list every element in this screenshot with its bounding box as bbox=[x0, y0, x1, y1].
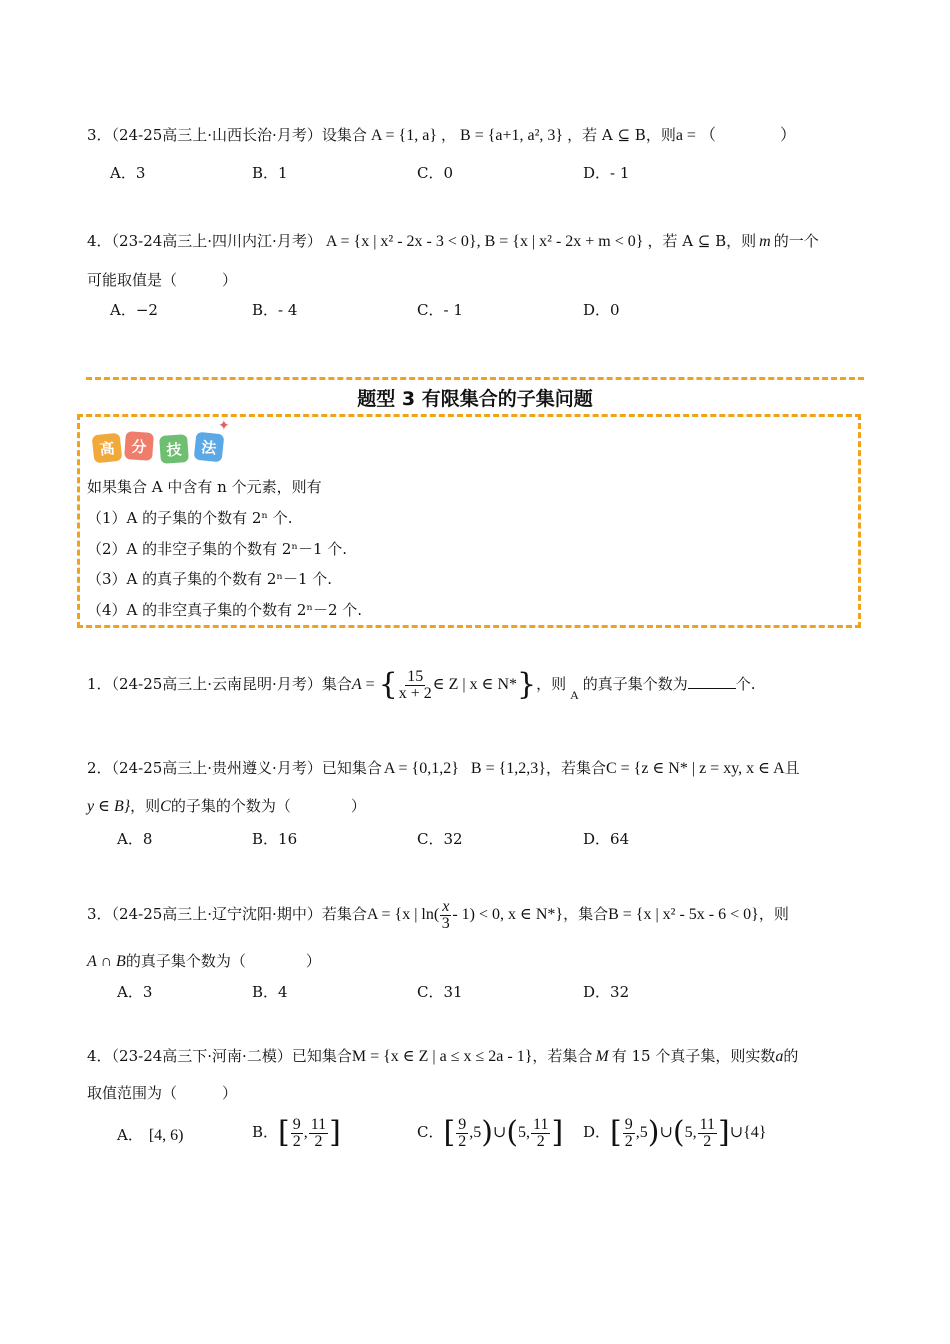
question-4: 4．（23-24高三下·河南·二模）已知集合M = {x ∈ Z | a ≤ x ≤ 2a - 1}，若集合 M 有 15 个真子集，则实数a的 bbox=[87, 1047, 799, 1065]
set-b-expr: B = {x | x² - 5x - 6 < 0} bbox=[608, 906, 759, 923]
option-d[interactable]: D．32 bbox=[583, 983, 630, 1001]
option-d[interactable]: D．0 bbox=[583, 301, 620, 319]
fraction: $\frac{15}{x + 2}$ bbox=[398, 667, 432, 702]
question-number: 2． bbox=[87, 759, 112, 777]
tip-line: 如果集合 A 中含有 n 个元素，则有 bbox=[87, 478, 322, 496]
option-c[interactable]: C．32 bbox=[417, 830, 463, 848]
question-4-line2: 可能取值是（ ） bbox=[87, 271, 238, 289]
option-b[interactable]: B．- 4 bbox=[252, 301, 298, 319]
set-a-expr: A = {0,1,2} bbox=[383, 760, 459, 777]
option-b[interactable]: B．16 bbox=[252, 830, 298, 848]
question-3-line2: A ∩ B的真子集个数为（ ） bbox=[87, 952, 321, 970]
option-a[interactable]: A．3 bbox=[117, 983, 153, 1001]
question-1: 1．（24-25高三上·云南昆明·月考）集合A = { $\frac{15}{x + 2}$ ∈ Z | x ∈ N*}，则$_A$的真子集个数为 个. bbox=[87, 667, 756, 702]
question-3: 3．（24-25高三上·辽宁沈阳·期中）若集合A = {x | ln( $\frac{x}{3}$ - 1) < 0, x ∈ N*}，集合B = {x | x² - 5x - 6 < 0}，则 bbox=[87, 897, 789, 932]
option-c[interactable]: C．0 bbox=[417, 164, 454, 182]
option-a[interactable]: A．−2 bbox=[110, 301, 158, 319]
question-4-top: 4．（23-24高三上·四川内江·月考） A = {x | x² - 2x - 3 < 0}, B = {x | x² - 2x + m < 0} ，若 A ⊆ B，则 m 的一个 bbox=[87, 232, 819, 250]
option-a[interactable]: A． [4, 6) bbox=[117, 1126, 184, 1144]
question-source: （24-25高三上·云南昆明·月考） bbox=[111, 675, 322, 693]
set-a-expr-part2: - 1) < 0, x ∈ N*} bbox=[452, 906, 564, 923]
set-a-expr: A = {1, a} bbox=[370, 127, 437, 144]
question-source: （24-25高三上·辽宁沈阳·期中） bbox=[111, 905, 322, 923]
tip-line: （3）A 的真子集的个数有 2ⁿ－1 个. bbox=[87, 570, 333, 588]
option-b[interactable]: B．1 bbox=[252, 164, 288, 182]
option-d[interactable]: D．[ $\frac{9}{2}$ ,5)∪(5, $\frac{11}{2}$ ]∪{4} bbox=[583, 1115, 767, 1150]
question-3-top: 3．（24-25高三上·山西长治·月考）设集合 A = {1, a} ， B = {a+1, a², 3} ，若 A ⊆ B，则a = （ ） bbox=[87, 126, 796, 144]
set-b-expr: B = {1,2,3} bbox=[470, 760, 546, 777]
option-c[interactable]: C．[ $\frac{9}{2}$ ,5)∪(5, $\frac{11}{2}$ ] bbox=[417, 1115, 564, 1150]
sparkle-icon: ✦ bbox=[218, 418, 230, 434]
question-source: （24-25高三上·贵州遵义·月考） bbox=[111, 759, 322, 777]
option-b[interactable]: B．[ $\frac{9}{2}$ , $\frac{11}{2}$ ] bbox=[252, 1115, 341, 1150]
set-expr: A = {x | x² - 2x - 3 < 0}, B = {x | x² - 2x + m < 0} bbox=[325, 233, 644, 250]
set-b-expr: B = {a+1, a², 3} bbox=[460, 127, 564, 144]
question-ask: a = （ ） bbox=[675, 127, 796, 144]
set-a-expr-part1: A = {x | ln( bbox=[366, 906, 440, 923]
tip-badge: 分 bbox=[124, 431, 154, 461]
question-number: 3． bbox=[87, 126, 112, 144]
question-number: 3． bbox=[87, 905, 112, 923]
tip-line: （2）A 的非空子集的个数有 2ⁿ－1 个. bbox=[87, 540, 348, 558]
option-c[interactable]: C．- 1 bbox=[417, 301, 463, 319]
set-c-expr: C = {z ∈ N* | z = xy, x ∈ A bbox=[605, 760, 785, 777]
question-number: 1． bbox=[87, 675, 112, 693]
section-title: 题型 3 有限集合的子集问题 bbox=[0, 384, 950, 411]
question-2-line2: y ∈ B}，则C的子集的个数为（ ） bbox=[87, 797, 366, 815]
tip-line: （4）A 的非空真子集的个数有 2ⁿ－2 个. bbox=[87, 601, 363, 619]
question-number: 4． bbox=[87, 232, 112, 250]
option-d[interactable]: D．- 1 bbox=[583, 164, 630, 182]
question-4-line2: 取值范围为（ ） bbox=[87, 1084, 238, 1102]
question-number: 4． bbox=[87, 1047, 112, 1065]
section-divider bbox=[86, 377, 864, 380]
question-source: （23-24高三下·河南·二模） bbox=[111, 1047, 292, 1065]
option-a[interactable]: A．8 bbox=[117, 830, 153, 848]
tip-badge: 法 bbox=[194, 432, 225, 463]
option-a[interactable]: A．3 bbox=[110, 164, 146, 182]
question-2: 2．（24-25高三上·贵州遵义·月考）已知集合 A = {0,1,2} B = {1,2,3}，若集合C = {z ∈ N* | z = xy, x ∈ A且 bbox=[87, 759, 800, 777]
tip-badge: 技 bbox=[159, 434, 189, 464]
tip-badge: 高 bbox=[92, 433, 123, 464]
tip-line: （1）A 的子集的个数有 2ⁿ 个. bbox=[87, 509, 293, 527]
option-c[interactable]: C．31 bbox=[417, 983, 463, 1001]
option-b[interactable]: B．4 bbox=[252, 983, 288, 1001]
answer-blank[interactable] bbox=[688, 674, 736, 689]
option-d[interactable]: D．64 bbox=[583, 830, 630, 848]
set-m-expr: M = {x ∈ Z | a ≤ x ≤ 2a - 1} bbox=[351, 1048, 533, 1065]
question-source: （24-25高三上·山西长治·月考） bbox=[111, 126, 322, 144]
question-source: （23-24高三上·四川内江·月考） bbox=[111, 232, 322, 250]
fraction: $\frac{x}{3}$ bbox=[441, 897, 450, 932]
